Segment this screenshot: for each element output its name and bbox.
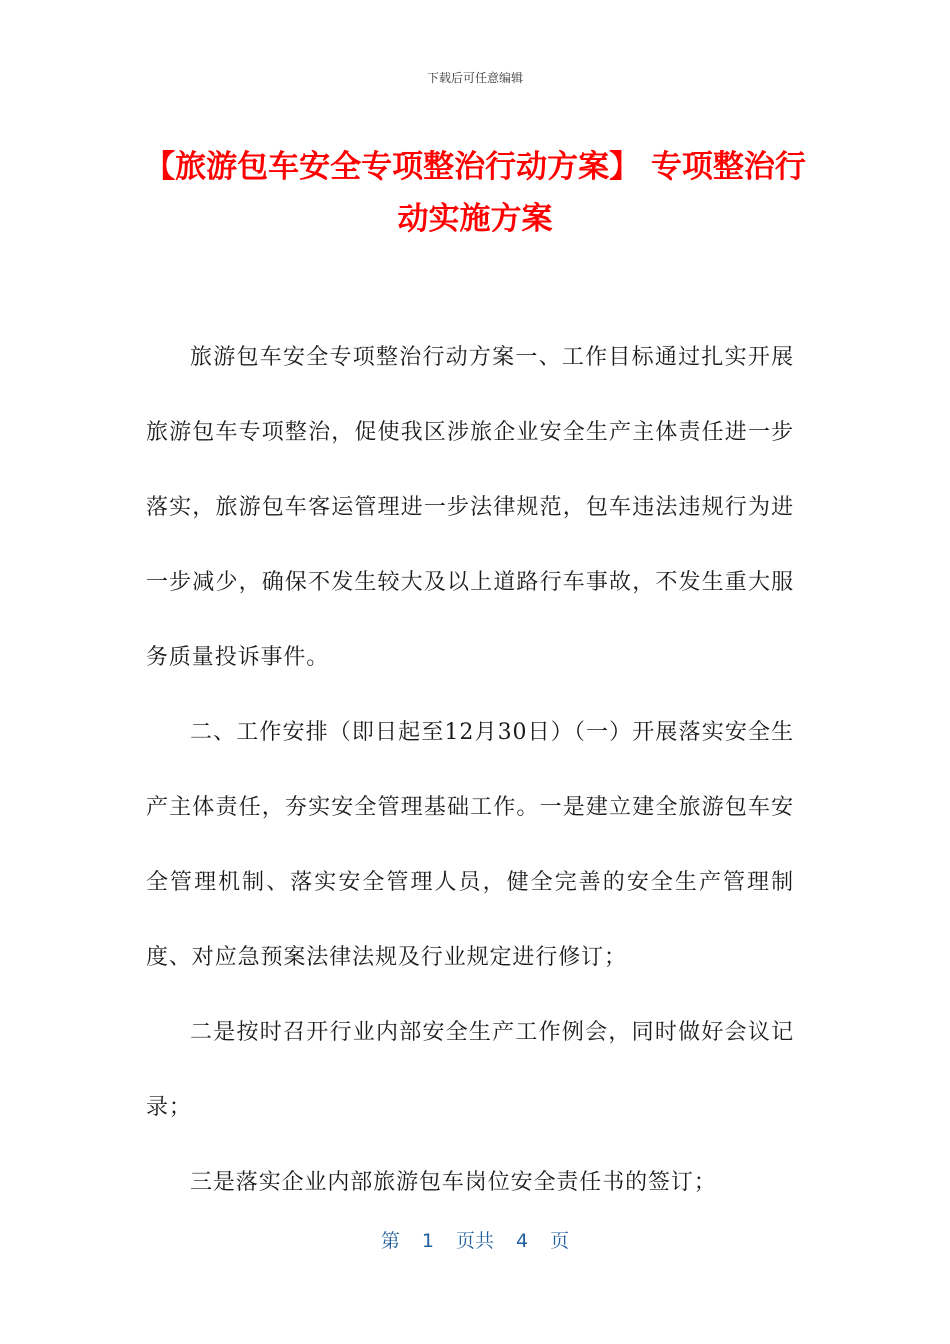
page-footer <box>0 1226 950 1253</box>
footer-prefix: 第 <box>380 1230 400 1252</box>
paragraph-3: 二是按时召开行业内部安全生产工作例会，同时做好会议记录； <box>146 1020 794 1120</box>
footer-total-pages: 4 <box>516 1230 529 1252</box>
paragraph-2: 二、工作安排（即日起至12月30日）（一）开展落实安全生产主体责任，夯实安全管理基础工作。一是建立建全旅游包车安全管理机制、落实安全管理人员，健全完善的安全生产管理制度、对应急预案法律法规及行业规定进行修订； <box>146 720 794 970</box>
paragraph-4: 三是落实企业内部旅游包车岗位安全责任书的签订； <box>190 1170 717 1195</box>
footer-middle: 页共 <box>455 1230 494 1252</box>
header-note: 下载后可任意编辑 <box>426 71 523 85</box>
document-body <box>146 320 794 1220</box>
document-title: 【旅游包车安全专项整治行动方案】 专项整治行动实施方案 <box>144 149 806 237</box>
footer-suffix: 页 <box>550 1230 570 1252</box>
footer-current-page: 1 <box>421 1230 434 1252</box>
paragraph-1: 旅游包车安全专项整治行动方案一、工作目标通过扎实开展旅游包车专项整治，促使我区涉旅企业安全生产主体责任进一步落实，旅游包车客运管理进一步法律规范，包车违法违规行为进一步减少，确保不发生较大及以上道路行车事故，不发生重大服务质量投诉事件。 <box>146 345 794 670</box>
